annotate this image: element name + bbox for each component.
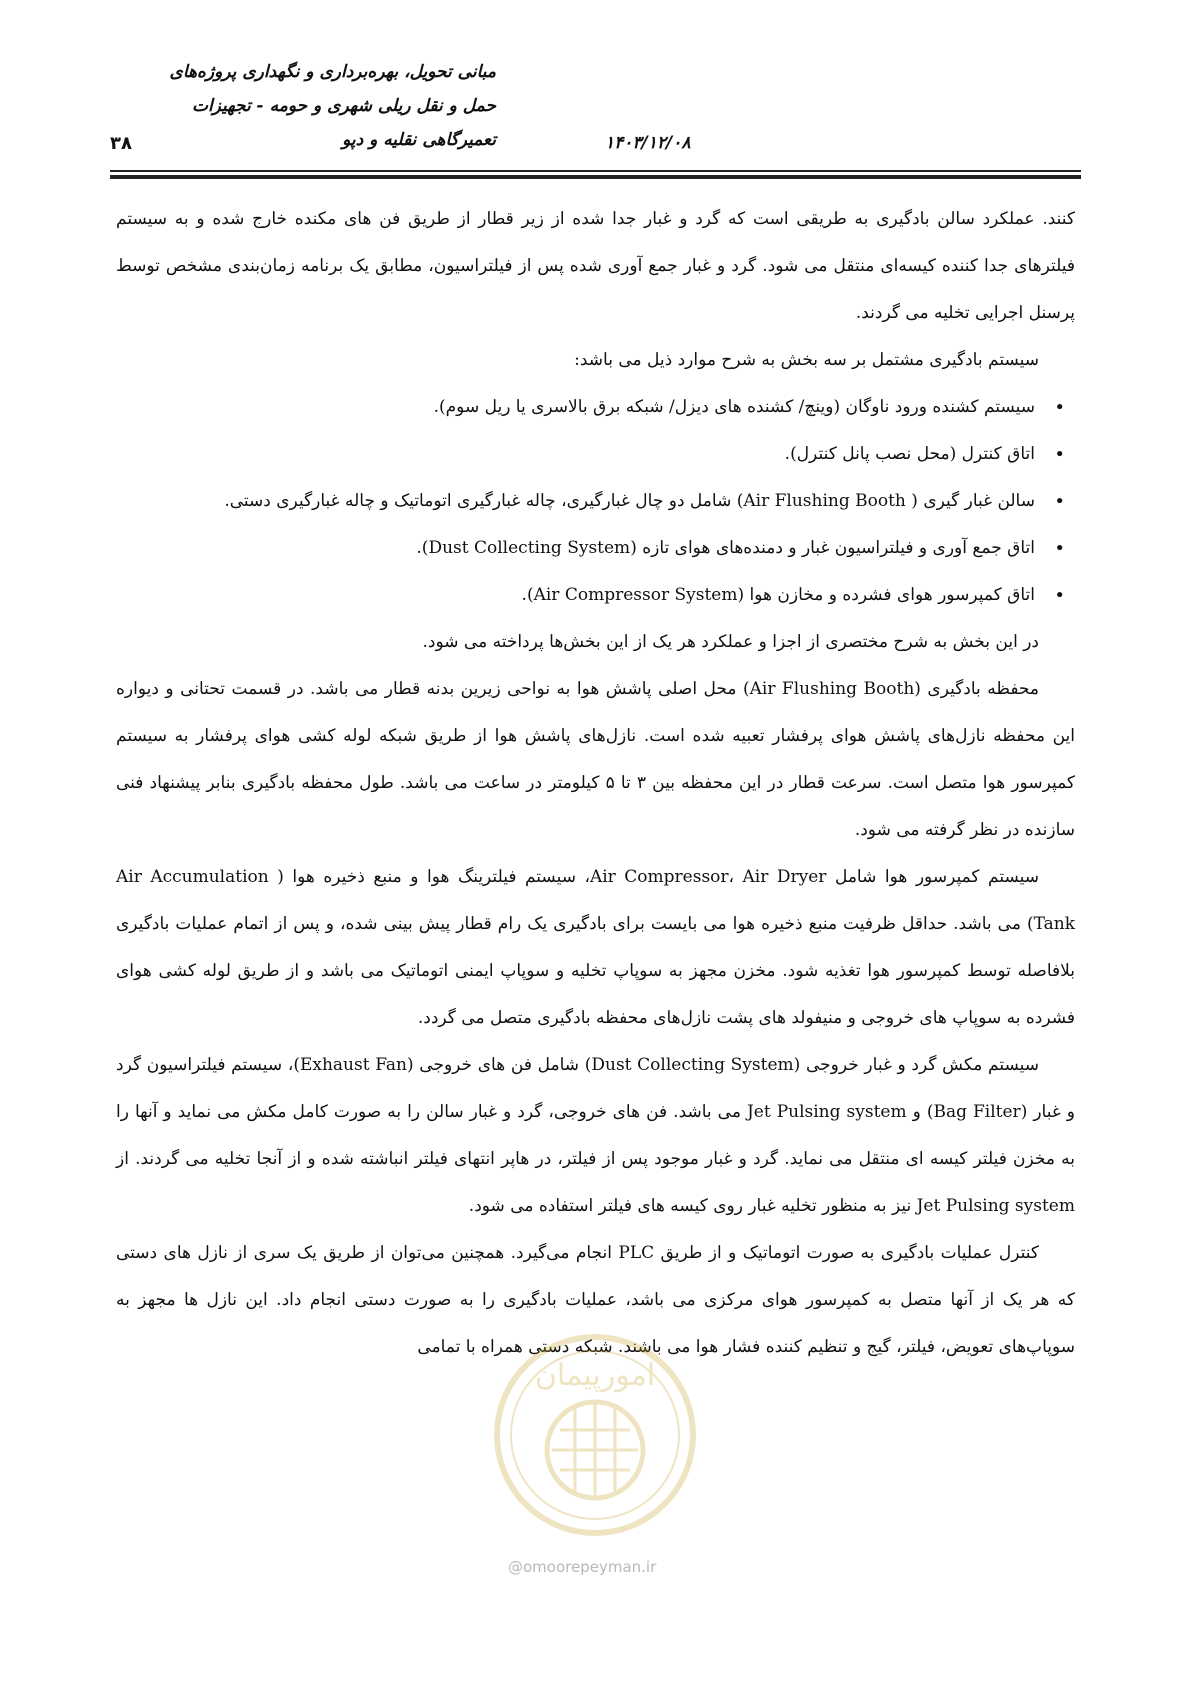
bullet-item-3: • سالن غبار گیری ( Air Flushing Booth) شامل دو چال غبارگیری، چاله غبارگیری اتوماتیک و چاله غبارگیری دستی.: [116, 478, 1035, 525]
paragraph-6: سیستم مکش گرد و غبار خروجی (Dust Collecting System) شامل فن های خروجی (Exhaust Fan)، سیستم فیلتراسیون گرد و غبار (Bag Filter) و Jet Pulsing system می باشد. فن های خروجی، گرد و غبار سالن را به صورت کامل مکش می نماید و آنها را به مخزن فیلتر کیسه ای منتقل می نماید. گرد و غبار موجود پس از فیلتر، در هاپر انتهای فیلتر انباشته شده و از آنجا تخلیه می گردند. از Jet Pulsing system نیز به منظور تخلیه غبار روی کیسه های فیلتر استفاده می شود.: [116, 1055, 1075, 1216]
header-date: ۱۴۰۳/۱۲/۰۸: [605, 133, 691, 153]
header-title: [170, 55, 496, 157]
header-title-line-3: تعمیرگاهی نقلیه و دپو: [342, 130, 496, 150]
header-title-line-1: مبانی تحویل، بهره‌برداری و نگهداری پروژه‌های: [169, 62, 496, 82]
paragraph-4: محفظه بادگیری (Air Flushing Booth) محل اصلی پاشش هوا به نواحی زیرین بدنه قطار می باشد. در قسمت تحتانی و دیواره این محفظه نازل‌های پاشش هوای پرفشار تعبیه شده است. نازل‌های پاشش هوا از طریق شبکه لوله کشی هوای پرفشار به سیستم کمپرسور هوا متصل است. سرعت قطار در این محفظه بین ۳ تا ۵ کیلومتر در ساعت می باشد. طول محفظه بادگیری بنابر پیشنهاد فنی سازنده در نظر گرفته می شود.: [116, 679, 1076, 840]
watermark-url: @omoorepeyman.ir: [508, 1558, 657, 1576]
bullet-item-1: • سیستم کشنده ورود ناوگان (وینچ/ کشنده های دیزل/ شبکه برق بالاسری یا ریل سوم).: [116, 384, 1035, 431]
page-header: [110, 55, 1081, 175]
bullet-item-2: • اتاق کنترل (محل نصب پانل کنترل).: [116, 431, 1035, 478]
watermark-logo: [490, 1330, 700, 1555]
paragraph-1: کنند. عملکرد سالن بادگیری به طریقی است که گرد و غبار جدا شده از زیر قطار از طریق فن های مکنده خارج شده و به سیستم فیلترهای جدا کننده کیسه‌ای منتقل می شود. گرد و غبار جمع آوری شده پس از فیلتراسیون، مطابق یک برنامه زمان‌بندی مشخص توسط پرسنل اجرایی تخلیه می گردند.: [116, 209, 1075, 323]
paragraph-5: سیستم کمپرسور هوا شامل Air Compressor، Air Dryer، سیستم فیلترینگ هوا و منبع ذخیره هوا ( Air Accumulation Tank) می باشد. حداقل ظرفیت منبع ذخیره هوا می بایست برای بادگیری یک رام قطار پیش بینی شده، و پس از اتمام عملیات بادگیری بلافاصله توسط کمپرسور هوا تغذیه شود. مخزن مجهز به سوپاپ تخلیه و سوپاپ ایمنی اتوماتیک می باشد و از طریق لوله کشی هوای فشرده به سوپاپ های خروجی و منیفولد های پشت نازل‌های محفظه بادگیری متصل می گردد.: [116, 867, 1076, 1028]
header-rule-thick: [110, 175, 1081, 179]
watermark-logo-text: امورپیمان: [534, 1358, 656, 1393]
header-title-line-2: حمل و نقل ریلی شهری و حومه - تجهیزات: [191, 96, 496, 116]
bullet-item-4: • اتاق جمع آوری و فیلتراسیون غبار و دمنده‌های هوای تازه (Dust Collecting System).: [116, 525, 1035, 572]
page-number: ۳۸: [110, 133, 132, 154]
paragraph-7: کنترل عملیات بادگیری به صورت اتوماتیک و از طریق PLC انجام می‌گیرد. همچنین می‌توان از طریق یک سری از نازل های دستی که هر یک از آنها متصل به کمپرسور هوای مرکزی می باشد، عملیات بادگیری را به صورت دستی انجام داد. این نازل ها مجهز به سوپاپ‌های تعویض، فیلتر، گیج و تنظیم کننده فشار هوا می باشند. شبکه دستی همراه با تمامی: [116, 1243, 1075, 1357]
paragraph-2: سیستم بادگیری مشتمل بر سه بخش به شرح موارد ذیل می باشد:: [574, 350, 1039, 370]
bullet-item-5: • اتاق کمپرسور هوای فشرده و مخازن هوا (Air Compressor System).: [116, 572, 1035, 619]
bullet-list: [116, 384, 1075, 619]
page-body: [116, 196, 1075, 1371]
paragraph-3: در این بخش به شرح مختصری از اجزا و عملکرد هر یک از این بخش‌ها پرداخته می شود.: [422, 632, 1039, 652]
header-rule-thin: [110, 170, 1081, 172]
